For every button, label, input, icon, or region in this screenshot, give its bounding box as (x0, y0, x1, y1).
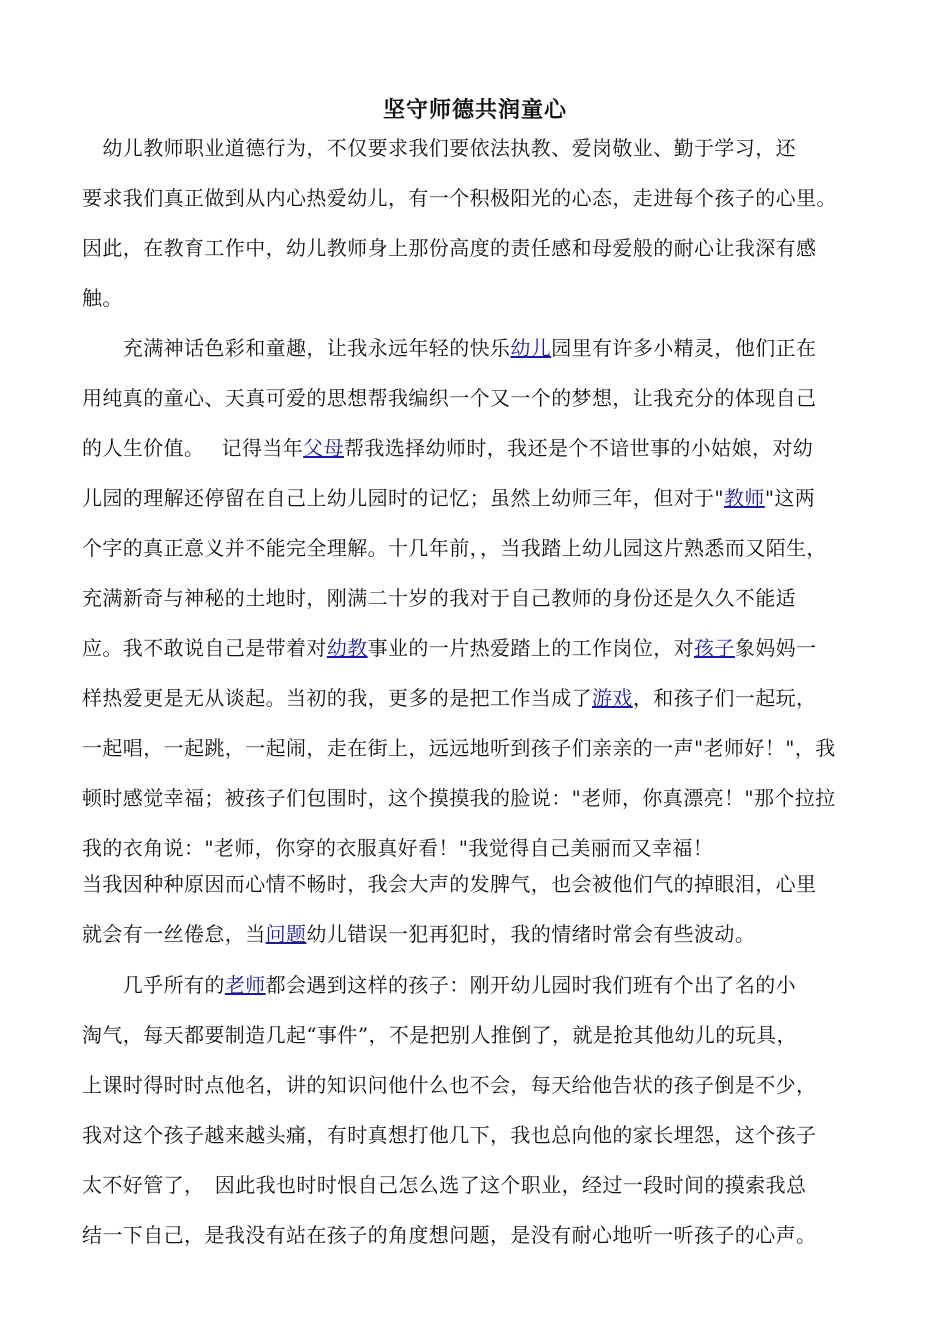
text-segment: 的人生价值。 记得当年 (82, 436, 304, 460)
text-segment: 都会遇到这样的孩子：刚开幼儿园时我们班有个出了名的小 (265, 973, 797, 997)
text-segment: "这两 (764, 486, 816, 510)
text-segment: 应。我不敢说自己是带着对 (82, 636, 327, 660)
text-line (82, 484, 815, 512)
text-line: 上课时得时时点他名，讲的知识问他什么也不会，每天给他告状的孩子倒是不少， (82, 1073, 817, 1097)
text-segment: 园里有许多小精灵，他们正在 (551, 336, 817, 360)
text-line (82, 971, 796, 999)
text-line: 当我因种种原因而心情不畅时，我会大声的发脾气，也会被他们气的掉眼泪，心里 (82, 872, 817, 896)
text-segment: ，和孩子们一起玩， (632, 686, 817, 710)
text-line: 充满新奇与神秘的土地时，刚满二十岁的我对于自己教师的身份还是久久不能适 (82, 586, 796, 610)
hyperlink[interactable]: 问题 (265, 922, 307, 946)
text-segment: 事业的一片热爱踏上的工作岗位，对 (367, 636, 695, 660)
text-line: 幼儿教师职业道德行为，不仅要求我们要依法执教、爱岗敬业、勤于学习，还 (82, 136, 796, 160)
text-line: 太不好管了， 因此我也时时恨自己怎么选了这个职业，经过一段时间的摸索我总 (82, 1173, 807, 1197)
text-line: 我的衣角说："老师，你穿的衣服真好看！"我觉得自己美丽而又幸福！ (82, 836, 714, 860)
text-line (82, 634, 816, 662)
text-line: 因此，在教育工作中，幼儿教师身上那份高度的责任感和母爱般的耐心让我深有感 (82, 236, 817, 260)
text-line: 我对这个孩子越来越头痛，有时真想打他几下，我也总向他的家长埋怨，这个孩子 (82, 1123, 817, 1147)
text-segment: 就会有一丝倦怠，当 (82, 922, 266, 946)
text-line (82, 334, 816, 362)
hyperlink[interactable]: 游戏 (592, 686, 633, 710)
text-line: 个字的真正意义并不能完全理解。十几年前，，当我踏上幼儿园这片熟悉而又陌生， (82, 536, 827, 560)
hyperlink[interactable]: 孩子 (694, 636, 735, 660)
text-line (82, 434, 813, 462)
text-segment: 样热爱更是无从谈起。当初的我，更多的是把工作当成了 (82, 686, 592, 710)
hyperlink[interactable]: 教师 (724, 486, 765, 510)
hyperlink[interactable]: 父母 (303, 436, 344, 460)
text-line (82, 684, 816, 712)
hyperlink[interactable]: 老师 (224, 973, 266, 997)
text-segment: 几乎所有的 (82, 973, 225, 997)
text-segment: 幼儿错误一犯再犯时，我的情绪时常会有些波动。 (306, 922, 756, 946)
text-segment: 充满神话色彩和童趣，让我永远年轻的快乐 (82, 336, 511, 360)
text-line (82, 920, 755, 948)
text-line: 淘气，每天都要制造几起“事件”，不是把别人推倒了，就是抢其他幼儿的玩具， (82, 1023, 797, 1047)
hyperlink[interactable]: 幼教 (326, 636, 368, 660)
text-line: 触。 (82, 286, 123, 310)
hyperlink[interactable]: 幼儿 (510, 336, 552, 360)
text-line: 要求我们真正做到从内心热爱幼儿，有一个积极阳光的心态，走进每个孩子的心里。 (82, 186, 837, 210)
text-segment: 象妈妈一 (734, 636, 817, 660)
text-segment: 儿园的理解还停留在自己上幼儿园时的记忆；虽然上幼师三年，但对于" (82, 486, 724, 510)
text-line: 顿时感觉幸福；被孩子们包围时，这个摸摸我的脸说："老师，你真漂亮！"那个拉拉 (82, 786, 836, 810)
text-line: 用纯真的童心、天真可爱的思想帮我编织一个又一个的梦想，让我充分的体现自己 (82, 386, 817, 410)
text-line: 一起唱，一起跳，一起闹，走在街上，远远地听到孩子们亲亲的一声"老师好！"，我 (82, 736, 836, 760)
document-title: 坚守师德共润童心 (382, 97, 567, 123)
text-line: 结一下自己，是我没有站在孩子的角度想问题，是没有耐心地听一听孩子的心声。 (82, 1223, 817, 1247)
text-segment: 帮我选择幼师时，我还是个不谙世事的小姑娘，对幼 (343, 436, 814, 460)
